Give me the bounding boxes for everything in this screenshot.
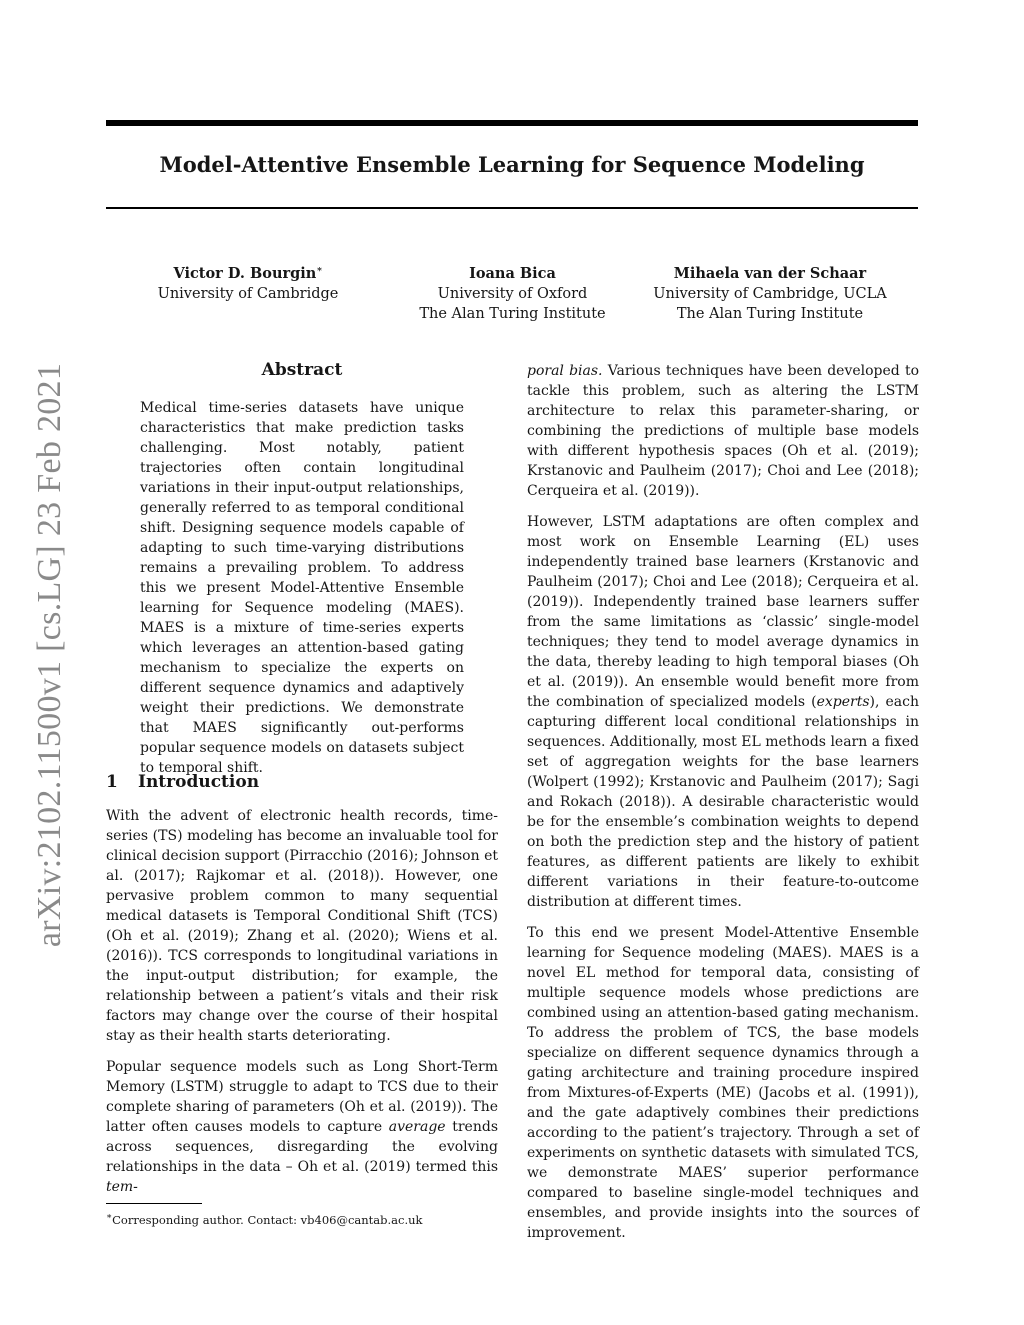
author-affiliation-2: The Alan Turing Institute <box>676 306 864 322</box>
author-affiliation: University of Cambridge <box>157 286 339 302</box>
paragraph: With the advent of electronic health records, time-series (TS) modeling has become an invaluable tool for clinical decision support (Pirracchio (2016); Johnson et al. (2017); Rajkomar et al. (2018)). However, one pervasive problem common to many sequential medical datasets is Temporal Conditional Shift (TCS) (Oh et al. (2019); Zhang et al. (2020); Wiens et al. (2016)). TCS corresponds to longitudinal variations in the input-output distribution; for example, the relationship between a patient’s vitals and their risk factors may change over the course of their hospital stay as their health starts deteriorating. <box>106 808 498 1044</box>
section-number: 1 <box>106 772 118 792</box>
title-bottom-rule <box>106 207 918 209</box>
paragraph: To this end we present Model-Attentive Ensemble learning for Sequence modeling (MAES). MAES is a novel EL method for temporal data, consisting of multiple sequence models whose predictions are combined using an attention-based gating mechanism. To address the problem of TCS, the base models specialize on different sequence dynamics through a gating architecture and training procedure inspired from Mixtures-of-Experts (ME) (Jacobs et al. (1991)), and the gate adaptively combines their predictions according to the patient’s trajectory. Through a set of experiments on synthetic datasets with simulated TCS, we demonstrate MAES’ superior performance compared to baseline single-model techniques and ensembles, and provide insights into the sources of improvement. <box>527 925 919 1241</box>
author-block-1 <box>138 264 358 304</box>
abstract-text: Medical time-series datasets have unique characteristics that make prediction tasks challenging. Most notably, patient trajectories often contain longitudinal variations in their input-output relationships, generally referred to as temporal conditional shift. Designing sequence models capable of adapting to such time-varying distributions remains a prevailing problem. To address this we present Model-Attentive Ensemble learning for Sequence modeling (MAES). MAES is a mixture of time-series experts which leverages an attention-based gating mechanism to specialize the experts on different sequence dynamics and adaptively weight their predictions. We demonstrate that MAES significantly out-performs popular sequence models on datasets subject to temporal shift. <box>140 400 464 776</box>
title-top-rule <box>106 120 918 126</box>
arxiv-stamp: arXiv:2102.11500v1 [cs.LG] 23 Feb 2021 <box>31 362 68 948</box>
author-name: Mihaela van der Schaar <box>673 265 867 282</box>
paragraph: Popular sequence models such as Long Short-Term Memory (LSTM) struggle to adapt to TCS due to their complete sharing of parameters (Oh et al. (2019)). The latter often causes models to capture average trends across sequences, disregarding the evolving relationships in the data – Oh et al. (2019) termed this tem- <box>106 1059 499 1195</box>
author-affiliation-2: The Alan Turing Institute <box>419 306 606 322</box>
paragraph: poral bias. Various techniques have been developed to tackle this problem, such as altering the LSTM architecture to relax this parameter-sharing, or combining the predictions of multiple base models with different hypothesis spaces (Oh et al. (2019); Krstanovic and Paulheim (2017); Choi and Lee (2018); Cerqueira et al. (2019)). <box>527 363 919 499</box>
author-affiliation: University of Oxford <box>437 286 588 302</box>
footnote: ∗Corresponding author. Contact: vb406@cantab.ac.uk <box>106 1212 423 1227</box>
author-name: Victor D. Bourgin∗ <box>173 265 323 282</box>
author-block-3 <box>640 264 900 324</box>
footnote-rule <box>106 1203 202 1204</box>
paper-title: Model-Attentive Ensemble Learning for Sequence Modeling <box>159 152 865 177</box>
abstract-heading: Abstract <box>261 360 343 380</box>
section-heading <box>106 772 259 792</box>
author-affiliation: University of Cambridge, UCLA <box>653 286 887 302</box>
left-column-body <box>106 806 498 1208</box>
paragraph: However, LSTM adaptations are often complex and most work on Ensemble Learning (EL) uses independently trained base learners (Krstanovic and Paulheim (2017); Choi and Lee (2018); Cerqueira et al. (2019)). Independently trained base learners suffer from the same limitations as ‘classic’ single-model techniques; they tend to model average dynamics in the data, thereby leading to high temporal biases (Oh et al. (2019)). An ensemble would benefit more from the combination of specialized models (experts), each capturing different local conditional relationships in sequences. Additionally, most EL methods learn a fixed set of aggregation weights for the base learners (Wolpert (1992); Krstanovic and Paulheim (2017); Sagi and Rokach (2018)). A desirable characteristic would be for the ensemble’s combination weights to depend on both the prediction step and the history of patient features, as different patients are likely to exhibit different variations in their feature-to-outcome distribution at different times. <box>527 514 919 910</box>
section-title: Introduction <box>138 772 260 792</box>
author-block-2 <box>400 264 625 324</box>
author-name: Ioana Bica <box>469 265 556 282</box>
right-column-body <box>527 361 919 1254</box>
